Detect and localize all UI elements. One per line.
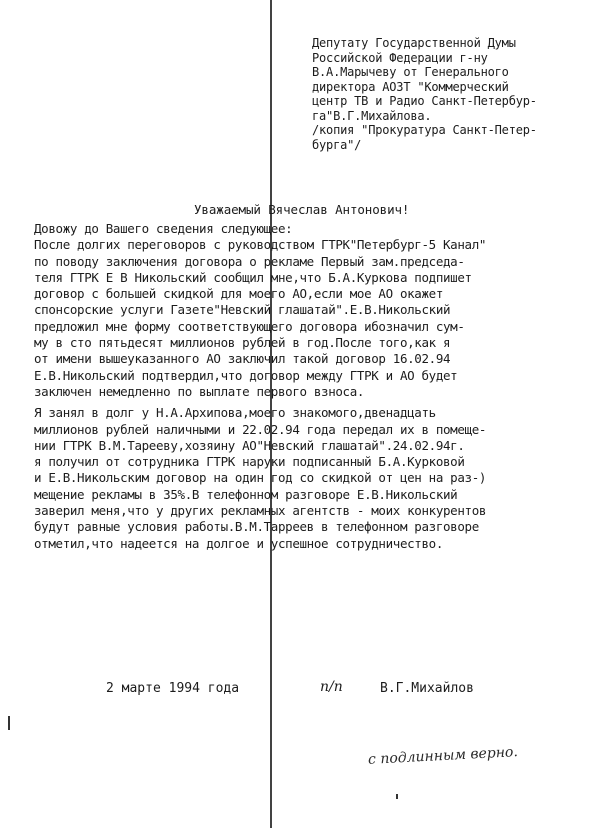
addressee-line: директора АОЗТ "Коммерческий [312,79,509,94]
body-line: по поводу заключения договора о рекламе Первый зам.председа- [34,253,465,269]
addressee-block [312,36,592,152]
body-line: мещение рекламы в 35%.В телефонном разговоре Е.В.Никольский [34,486,458,502]
body-line: спонсорские услуги Газете"Невский глашатай".Е.В.Никольский [34,302,451,318]
addressee-line: бурга"/ [312,137,362,152]
body-line: нии ГТРК В.М.Тарееву,хозяину АО"Невский глашатай".24.02.94г. [34,437,465,453]
addressee-line: В.А.Марычеву от Генерального [312,65,509,79]
addressee-line: центр ТВ и Радио Санкт-Петербур- [312,94,537,108]
scan-speck [396,794,398,799]
body-line: Я занял в долг у Н.А.Архипова,моего знакомого,двенадцать [34,405,436,421]
salutation: Уважаемый Вячеслав Антонович! [194,202,410,217]
addressee-line: /копия "Прокуратура Санкт-Петер- [312,123,537,137]
body-line: миллионов рублей наличными и 22.02.94 года передал их в помеще- [34,421,487,437]
body-line: отметил,что надеется на долгое и успешное сотрудничество. [34,535,444,551]
letter-body [34,221,594,552]
addressee-line: Российской Федерации г-ну [312,50,488,65]
addressee-line: га"В.Г.Михайлова. [312,108,432,123]
signer-name: В.Г.Михайлов [380,681,474,696]
body-line: му в сто пятьдесят миллионов рублей в год.После того,как я [34,335,451,351]
body-line: договор с большей скидкой для моего АО,если мое АО окажет [34,286,444,302]
body-line: Довожу до Вашего сведения следующее: [34,221,293,236]
body-line: заверил меня,что у других рекламных агентств - моих конкурентов [34,503,487,519]
body-line: предложил мне форму соответствующего договора ибозначил сум- [34,318,465,334]
body-line: и Е.В.Никольским договор на один год со скидкой от цен на раз-) [34,470,487,486]
body-line: После долгих переговоров с руководством ГТРК"Петербург-5 Канал" [34,237,487,253]
handwritten-certification-note: с подлинным верно. [367,744,519,768]
letter-date: 2 марте 1994 года [106,681,240,696]
body-line: я получил от сотрудника ГТРК наруки подписанный Б.А.Курковой [34,454,465,470]
scan-speck [8,716,10,730]
signature-np-mark: п/п [320,679,343,695]
body-line: от имени вышеуказанного АО заключил такой договор 16.02.94 [34,351,451,367]
body-line: будут равные условия работы.В.М.Тарреев в телефонном разговоре [34,519,479,535]
addressee-line: Депутату Государственной Думы [312,36,516,50]
body-line: Е.В.Никольский подтвердил,что договор между ГТРК и АО будет [34,367,458,383]
body-line: заключен немедленно по выплате первого взноса. [34,383,365,399]
body-line: теля ГТРК Е В Никольский сообщил мне,что Б.А.Куркова подпишет [34,269,472,285]
